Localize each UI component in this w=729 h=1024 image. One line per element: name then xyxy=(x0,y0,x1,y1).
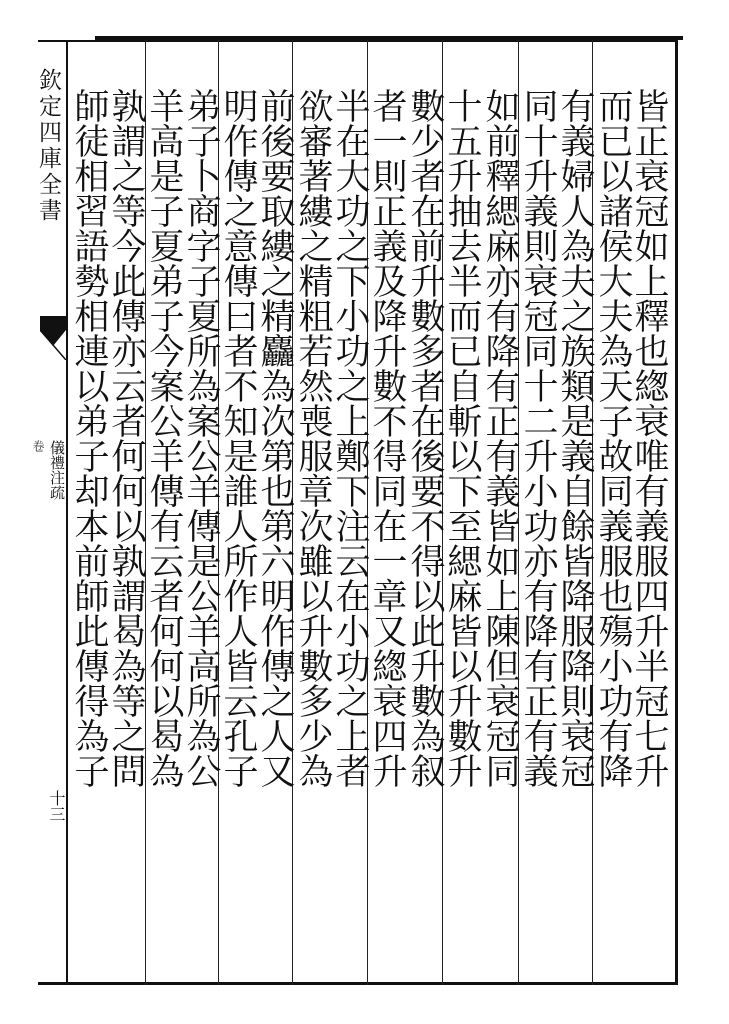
text-column-14: 羊高是子夏弟子今案公羊傳有云者何何以曷為 xyxy=(144,88,184,788)
text-column-13: 弟子卜商字子夏所為案公羊傳是公羊高所為公 xyxy=(181,88,221,788)
text-column-7: 數少者在前升數多者在後要不得以此升數為叙 xyxy=(405,88,445,788)
text-column-1: 皆正衰冠如上釋也緫衰唯有義服四升半冠七升 xyxy=(629,88,669,788)
text-column-6: 十五升抽去半而已自斬以下至緦麻皆以升數升 xyxy=(442,88,482,788)
text-column-11: 前後要取縷之精麤為次第也第六明作傳之人又 xyxy=(255,88,295,788)
text-column-9: 半在大功之下小功之上鄭下注云在小功之上者 xyxy=(330,88,370,788)
page-number: 十三 xyxy=(47,790,66,822)
text-column-2: 而已以諸侯大夫為天子故同義服也殤小功有降 xyxy=(593,88,633,788)
fish-tail-mark-icon xyxy=(40,316,66,360)
text-column-12: 明作傳之意傳曰者不知是誰人所作人皆云孔子 xyxy=(218,88,258,788)
text-column-16: 師徒相習語勢相連以弟子却本前師此傳得為子 xyxy=(69,88,109,788)
text-column-3: 有義婦人為夫之族類是義自餘皆降服降則衰冠 xyxy=(555,88,595,788)
book-title: 儀禮注疏 xyxy=(48,440,66,500)
text-column-5: 如前釋緦麻亦有降有正有義皆如上陳但衰冠同 xyxy=(480,88,520,788)
text-column-4: 同十升義則衰冠同十二升小功亦有降有正有義 xyxy=(518,88,558,788)
text-column-15: 孰謂之等今此傳亦云者何何以孰謂曷為等之問 xyxy=(106,88,146,788)
text-column-10: 欲審著縷之精粗若然喪服章次雖以升數多少為 xyxy=(293,88,333,788)
text-column-8: 者一則正義及降升數不得同在一章又緫衰四升 xyxy=(367,88,407,788)
collection-title: 欽定四庫全書 xyxy=(35,68,61,224)
juan-label: 卷 xyxy=(31,440,45,452)
